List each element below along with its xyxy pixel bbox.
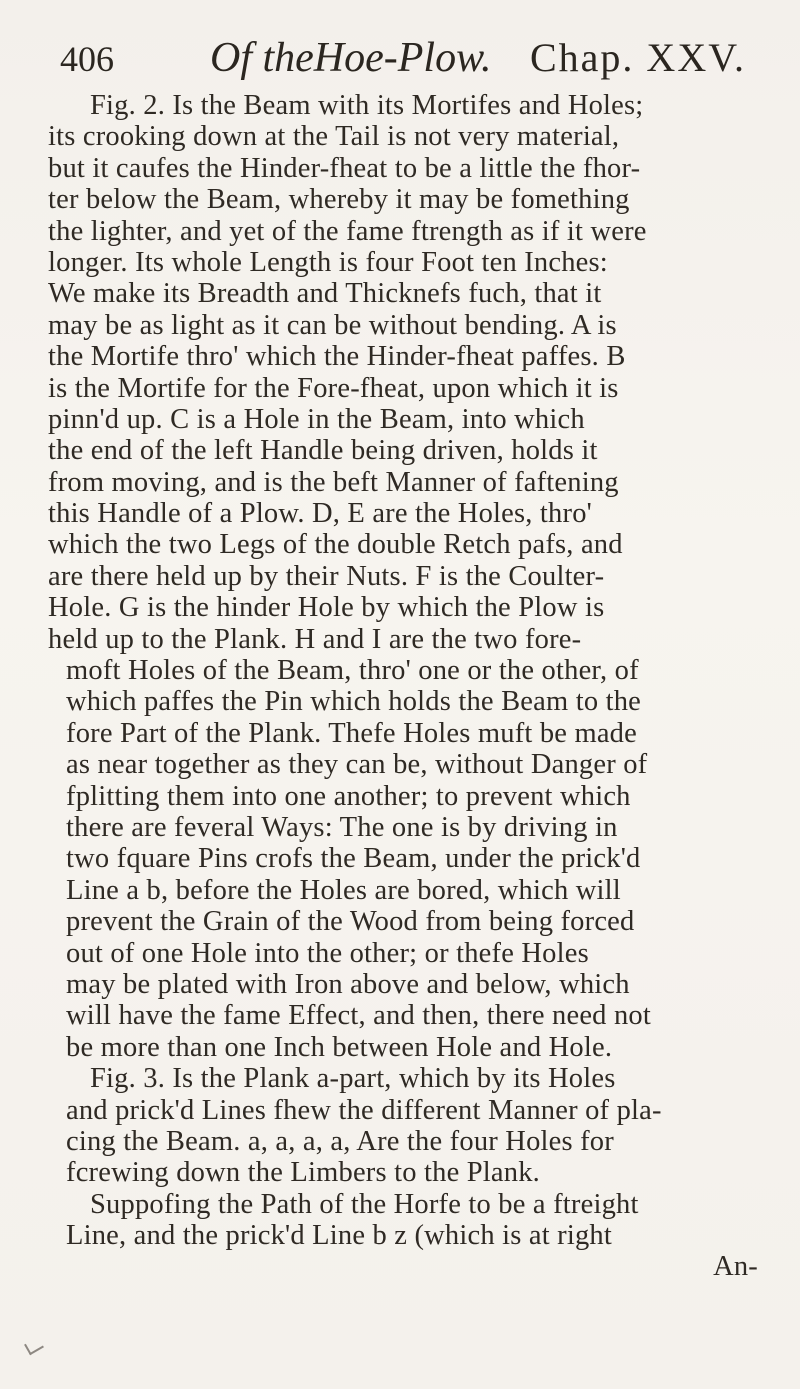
- text-line: out of one Hole into the other; or thefe Holes: [66, 937, 589, 969]
- text-line: the Mortife thro' which the Hinder-fheat paffes. B: [48, 341, 626, 373]
- text-line: and prick'd Lines fhew the different Manner of pla-: [66, 1094, 662, 1126]
- text-line: be more than one Inch between Hole and Hole.: [66, 1031, 613, 1063]
- text-line: two fquare Pins crofs the Beam, under the prick'd: [66, 843, 641, 875]
- text-line: held up to the Plank. H and I are the two fore-: [48, 623, 582, 655]
- text-line: Fig. 2. Is the Beam with its Mortifes and Holes;: [90, 90, 644, 121]
- chapter-heading: Chap. XXV.: [530, 35, 746, 80]
- text-line: prevent the Grain of the Wood from being forced: [66, 906, 635, 938]
- text-line: Suppofing the Path of the Horfe to be a ftreight: [90, 1188, 639, 1220]
- text-line: We make its Breadth and Thicknefs fuch, that it: [48, 278, 602, 310]
- text-line: which the two Legs of the double Retch pafs, and: [48, 529, 623, 561]
- text-line: Fig. 3. Is the Plank a-part, which by its Holes: [90, 1063, 616, 1095]
- text-line: longer. Its whole Length is four Foot ten Inches:: [48, 246, 608, 278]
- text-line: Hole. G is the hinder Hole by which the Plow is: [48, 592, 605, 624]
- body-text: [48, 90, 788, 1283]
- text-line: may be as light as it can be without bending. A is: [48, 309, 617, 341]
- text-line: there are feveral Ways: The one is by driving in: [66, 811, 618, 843]
- ink-mark: [24, 1337, 44, 1355]
- text-line: from moving, and is the beft Manner of faftening: [48, 466, 619, 498]
- text-line: which paffes the Pin which holds the Beam to the: [66, 686, 642, 718]
- text-line: its crooking down at the Tail is not very material,: [48, 121, 620, 153]
- text-line: fcrewing down the Limbers to the Plank.: [66, 1157, 540, 1189]
- text-line: this Handle of a Plow. D, E are the Holes, thro': [48, 498, 592, 530]
- text-line: may be plated with Iron above and below, which: [66, 968, 630, 1000]
- text-line: as near together as they can be, without Danger of: [66, 749, 648, 781]
- text-line: is the Mortife for the Fore-fheat, upon which it is: [48, 372, 619, 404]
- page-number: 406: [60, 39, 114, 79]
- text-line: will have the fame Effect, and then, there need not: [66, 1000, 651, 1032]
- text-line: cing the Beam. a, a, a, a, Are the four Holes for: [66, 1125, 614, 1157]
- text-line: but it caufes the Hinder-fheat to be a little the fhor-: [48, 152, 641, 184]
- text-line: Line, and the prick'd Line b z (which is at right: [66, 1220, 612, 1252]
- text-line: fplitting them into one another; to prevent which: [66, 780, 631, 812]
- text-line: are there held up by their Nuts. F is the Coulter-: [48, 560, 605, 592]
- text-line: the lighter, and yet of the fame ftrength as if it were: [48, 215, 647, 247]
- book-title: Of theHoe-Plow.: [210, 35, 492, 81]
- catchword: An-: [713, 1251, 758, 1283]
- text-line: ter below the Beam, whereby it may be fomething: [48, 184, 630, 216]
- text-line: Line a b, before the Holes are bored, which will: [66, 874, 621, 906]
- running-head: [60, 30, 780, 86]
- text-line: pinn'd up. C is a Hole in the Beam, into which: [48, 403, 585, 435]
- text-line: fore Part of the Plank. Thefe Holes muft be made: [66, 717, 637, 749]
- text-line: the end of the left Handle being driven, holds it: [48, 435, 598, 467]
- text-line: moft Holes of the Beam, thro' one or the other, of: [66, 655, 639, 687]
